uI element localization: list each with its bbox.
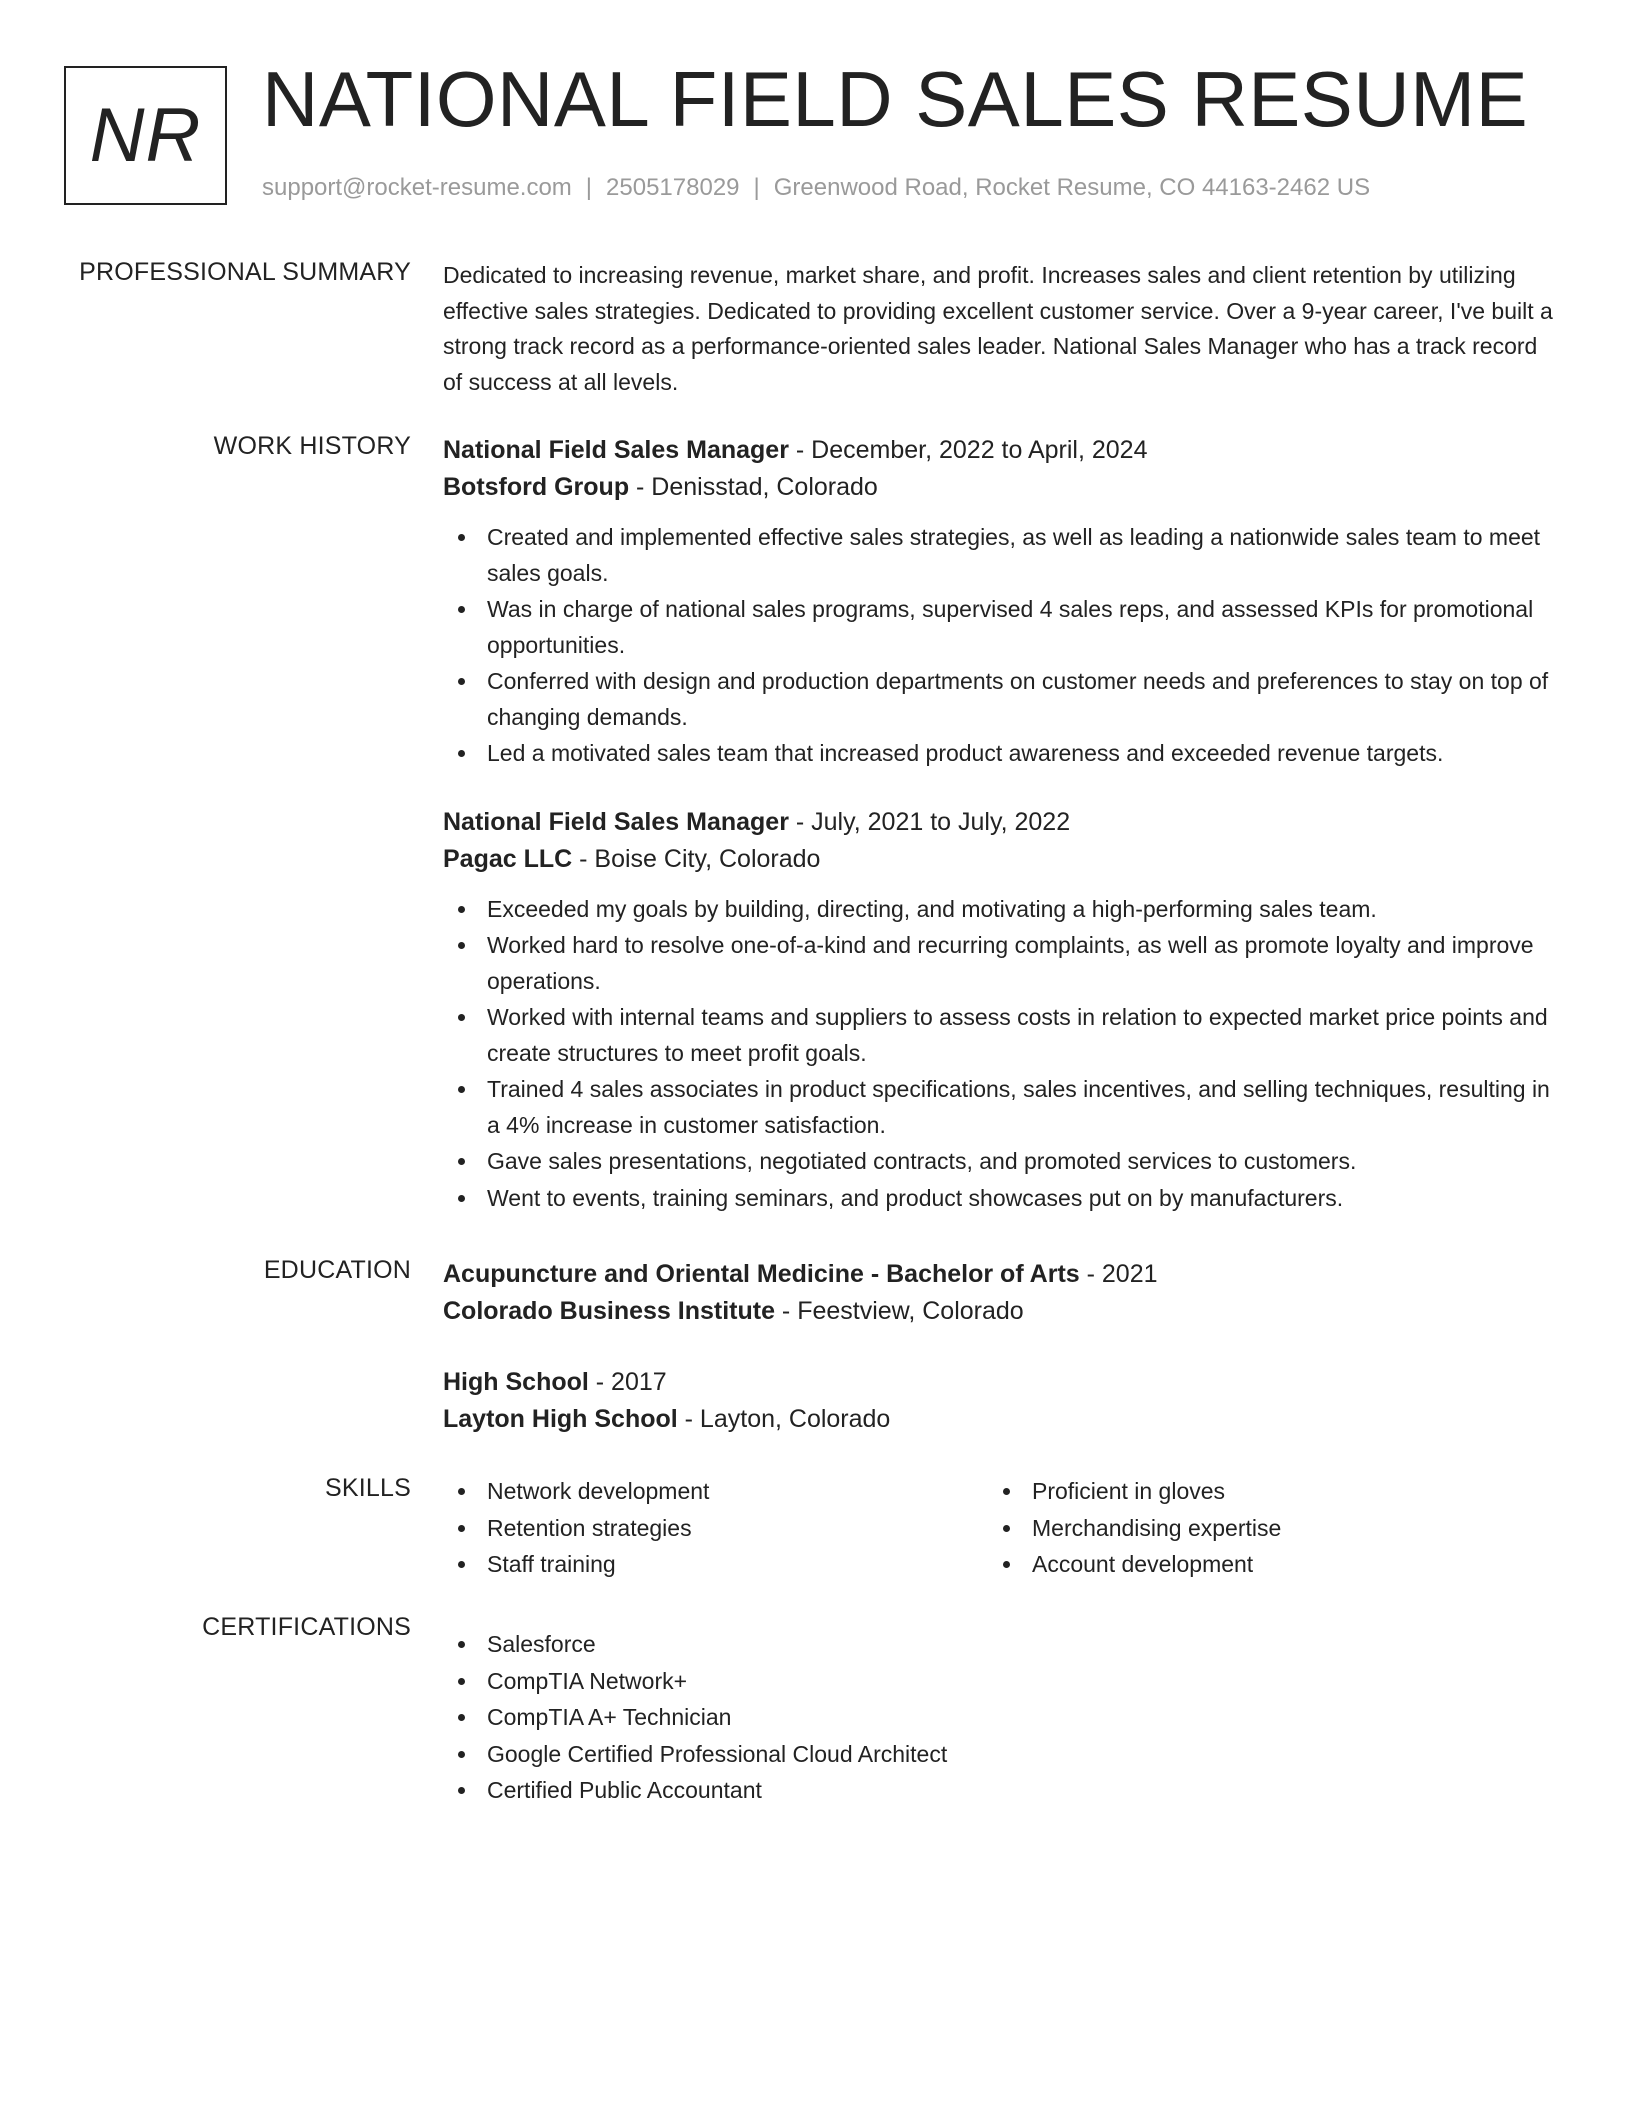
education-school: Layton High School: [443, 1405, 678, 1433]
job-company: Botsford Group: [443, 473, 630, 501]
job-bullet: Worked hard to resolve one-of-a-kind and recurring complaints, as well as promote loyalty and improve operations.: [443, 928, 1555, 999]
certification-item: Google Certified Professional Cloud Architect: [443, 1737, 1555, 1773]
skill-item: Proficient in gloves: [988, 1474, 1533, 1510]
skills-grid: [443, 1474, 1555, 1584]
skills-list: [988, 1474, 1533, 1583]
job-bullet: Went to events, training seminars, and product showcases put on by manufacturers.: [443, 1181, 1555, 1217]
contact-separator: |: [753, 174, 760, 201]
skills-list: [443, 1474, 988, 1583]
education-year: - 2017: [588, 1368, 667, 1396]
summary-body: [443, 258, 1555, 400]
education-degree-line: [443, 1256, 1555, 1293]
monogram-initials: NR: [89, 93, 202, 178]
contact-line: [262, 174, 1370, 202]
job-bullets: [443, 520, 1555, 772]
education-location: - Layton, Colorado: [677, 1405, 891, 1433]
education-entry: [443, 1364, 1555, 1438]
certification-item: CompTIA Network+: [443, 1664, 1555, 1700]
job-location: - Boise City, Colorado: [572, 844, 821, 873]
job-company-line: [443, 469, 1555, 506]
contact-email[interactable]: support@rocket-resume.com: [262, 174, 572, 201]
job-bullet: Gave sales presentations, negotiated contracts, and promoted services to customers.: [443, 1144, 1555, 1180]
contact-address: Greenwood Road, Rocket Resume, CO 44163-2462 US: [773, 174, 1371, 201]
certifications-body: [443, 1613, 1555, 1810]
skill-item: Retention strategies: [443, 1511, 988, 1547]
job-title-line: [443, 804, 1555, 841]
skill-item: Merchandising expertise: [988, 1511, 1533, 1547]
job-location: - Denisstad, Colorado: [629, 473, 878, 501]
education-year: - 2021: [1079, 1260, 1158, 1288]
job-dates: - December, 2022 to April, 2024: [788, 436, 1148, 464]
section-label-work-history: WORK HISTORY: [213, 432, 411, 460]
contact-phone[interactable]: 2505178029: [606, 174, 740, 201]
job-title: National Field Sales Manager: [443, 807, 789, 836]
job-company: Pagac LLC: [443, 844, 573, 873]
job-bullet: Led a motivated sales team that increased product awareness and exceeded revenue targets.: [443, 736, 1555, 772]
section-label-skills: SKILLS: [325, 1474, 411, 1502]
job-company-line: [443, 841, 1555, 878]
certification-item: CompTIA A+ Technician: [443, 1700, 1555, 1736]
education-degree: High School: [443, 1368, 589, 1396]
job-bullets: [443, 892, 1555, 1217]
resume-header: [0, 0, 1632, 230]
section-label-certifications: CERTIFICATIONS: [202, 1613, 411, 1641]
skill-item: Account development: [988, 1547, 1533, 1583]
skills-column-left: [443, 1474, 988, 1584]
skill-item: Staff training: [443, 1547, 988, 1583]
job-title: National Field Sales Manager: [443, 436, 789, 464]
monogram-box: [64, 66, 227, 205]
education-body: [443, 1256, 1555, 1438]
job-bullet: Worked with internal teams and suppliers to assess costs in relation to expected market price points and create structures to meet profit goals.: [443, 1000, 1555, 1071]
job-entry: [443, 804, 1555, 1217]
job-dates: - July, 2021 to July, 2022: [788, 807, 1071, 836]
skills-body: [443, 1474, 1555, 1584]
education-school-line: [443, 1401, 1555, 1438]
skills-column-right: [988, 1474, 1533, 1584]
job-title-line: [443, 432, 1555, 469]
job-bullet: Was in charge of national sales programs, supervised 4 sales reps, and assessed KPIs for promotional opportunities.: [443, 592, 1555, 663]
section-label-summary: PROFESSIONAL SUMMARY: [79, 258, 411, 286]
education-degree-line: [443, 1364, 1555, 1401]
work-history-body: [443, 432, 1555, 1217]
contact-separator: |: [585, 174, 593, 201]
summary-text: Dedicated to increasing revenue, market share, and profit. Increases sales and client retention by utilizing effective sales strategies. Dedicated to providing excellent customer service. Over a 9-year career, I've built a strong track record as a performance-oriented sales leader. National Sales Manager who has a track record of success at all levels.: [443, 262, 1553, 395]
job-bullet: Exceeded my goals by building, directing, and motivating a high-performing sales team.: [443, 892, 1555, 928]
section-label-education: EDUCATION: [263, 1256, 411, 1284]
education-location: - Feestview, Colorado: [774, 1297, 1024, 1325]
education-degree: Acupuncture and Oriental Medicine - Bachelor of Arts: [443, 1260, 1080, 1288]
job-entry: [443, 432, 1555, 772]
certifications-list: [443, 1627, 1555, 1809]
certification-item: Salesforce: [443, 1627, 1555, 1663]
skill-item: Network development: [443, 1474, 988, 1510]
job-bullet: Trained 4 sales associates in product specifications, sales incentives, and selling techniques, resulting in a 4% increase in customer satisfaction.: [443, 1072, 1555, 1143]
resume-title: NATIONAL FIELD SALES RESUME: [262, 55, 1529, 143]
certification-item: Certified Public Accountant: [443, 1773, 1555, 1809]
job-bullet: Created and implemented effective sales strategies, as well as leading a nationwide sales team to meet sales goals.: [443, 520, 1555, 591]
education-entry: [443, 1256, 1555, 1330]
job-bullet: Conferred with design and production departments on customer needs and preferences to stay on top of changing demands.: [443, 664, 1555, 735]
education-school: Colorado Business Institute: [443, 1297, 775, 1325]
education-school-line: [443, 1293, 1555, 1330]
